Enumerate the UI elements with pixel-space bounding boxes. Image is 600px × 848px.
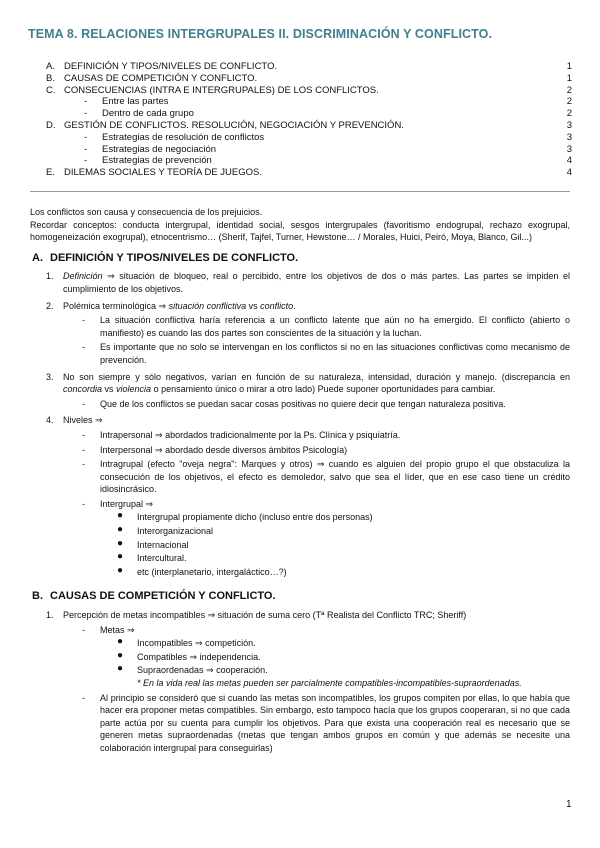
table-of-contents bbox=[46, 61, 572, 179]
toc-entry[interactable]: A. DEFINICIÓN Y TIPOS/NIVELES DE CONFLICTO. 1 bbox=[46, 61, 572, 72]
toc-subentry[interactable]: - Estrategias de negociación 3 bbox=[84, 143, 572, 155]
numbered-item: 1. Definición ⇒ situación de bloqueo, real o percibido, entre los objetivos de dos o más partes. Las partes se impiden el cumplimiento de los objetivos. bbox=[46, 271, 570, 294]
dash-item: - Intergrupal ⇒ bbox=[82, 498, 154, 509]
page-number: 1 bbox=[566, 799, 572, 810]
numbered-item: 2. Polémica terminológica ⇒ situación conflictiva vs conflicto. bbox=[46, 300, 296, 311]
dash-item: - Intragrupal (efecto "oveja negra": Marques y otros) ⇒ cuando es alguien del propio grupo el que obstaculiza la consecución de los objetivos, el efecto es demoledor, salvo que sea el líder, que en ese caso tiene un crédito idiosincrásico. bbox=[82, 459, 570, 495]
bullet-icon: ● bbox=[117, 636, 124, 648]
bullet-icon: ● bbox=[117, 551, 124, 563]
numbered-item: 4. Niveles ⇒ bbox=[46, 415, 103, 426]
bullet-icon: ● bbox=[117, 510, 124, 522]
bullet-icon: ● bbox=[117, 649, 124, 661]
dash-item: - Al principio se consideró que si cuando las metas son incompatibles, los grupos compiten por ellas, lo que había que hacer era proponer metas compatibles. Sin embargo, esto tampoco hacía que los grupos cooperaran, si no que cada parte actúa por su cuenta para cumplir los objetivos. Para que exista una cooperación real es necesario que se generen metas supraordenadas (metas que tengan ambos grupos en común y que además se necesite una colaboración intergrupal para conseguirlas) bbox=[82, 692, 570, 753]
bullet-icon: ● bbox=[117, 524, 124, 536]
intro-paragraph: Recordar conceptos: conducta intergrupal, identidad social, sesgos intergrupales (favoritismo endogrupal, rechazo exogrupal, homogeneización exogrupal), etnocentrismo… (Sherif, Tajfel, Turner, Hewstone… / Morales, Huici, Peiró, Moya, Blanco, Gil...) bbox=[30, 219, 570, 243]
numbered-item: 3. No son siempre y sólo negativos, varían en función de su naturaleza, intensidad, duración y manejo. (discrepancia en concordia vs violencia o pensamiento único o mirar a otro lado) Puede suponer oportunidades para cambiar. bbox=[46, 371, 570, 395]
toc-subentry[interactable]: - Estrategias de resolución de conflictos 3 bbox=[84, 131, 572, 143]
toc-subentry[interactable]: - Dentro de cada grupo 2 bbox=[84, 108, 572, 120]
bullet-item: ● Intercultural. bbox=[117, 551, 187, 564]
document-title: TEMA 8. RELACIONES INTERGRUPALES II. DISCRIMINACIÓN Y CONFLICTO. bbox=[28, 27, 493, 41]
bullet-item: ● Incompatibles ⇒ competición. bbox=[117, 636, 256, 649]
document-body bbox=[30, 206, 570, 755]
toc-divider bbox=[30, 191, 570, 192]
bullet-item: ● etc (interplanetario, intergaláctico…?) bbox=[117, 564, 287, 577]
toc-subentry[interactable]: - Estrategias de prevención 4 bbox=[84, 155, 572, 167]
intro-paragraph: Los conflictos son causa y consecuencia de los prejuicios. bbox=[30, 207, 263, 217]
bullet-icon: ● bbox=[117, 537, 124, 549]
toc-entry[interactable]: C. CONSECUENCIAS (INTRA E INTERGRUPALES) DE LOS CONFLICTOS. 2 bbox=[46, 84, 572, 96]
dash-item: - Interpersonal ⇒ abordado desde diversos ámbitos Psicología) bbox=[82, 444, 348, 455]
note-text: * En la vida real las metas pueden ser parcialmente compatibles-incompatibles-supraordenadas. bbox=[137, 678, 522, 688]
bullet-icon: ● bbox=[117, 564, 124, 576]
bullet-item: ● Intergrupal propiamente dicho (incluso entre dos personas) bbox=[117, 510, 373, 523]
bullet-item: ● Interorganizacional bbox=[117, 524, 214, 537]
toc-entry[interactable]: B. CAUSAS DE COMPETICIÓN Y CONFLICTO. 1 bbox=[46, 72, 572, 84]
numbered-item: 1. Percepción de metas incompatibles ⇒ situación de suma cero (Tª Realista del Conflicto TRC; Sheriff) bbox=[46, 610, 467, 621]
bullet-item: ● Supraordenadas ⇒ cooperación. bbox=[117, 663, 268, 676]
dash-item: - Intrapersonal ⇒ abordados tradicionalmente por la Ps. Clínica y psiquiatría. bbox=[82, 429, 401, 440]
dash-item: - La situación conflictiva haría referencia a un conflicto latente que aún no ha emergido. El conflicto (abierto o manifiesto) es cuando las dos partes son conscientes de la situación y la luchan. bbox=[82, 315, 570, 338]
toc-entry[interactable]: D. GESTIÓN DE CONFLICTOS. RESOLUCIÓN, NEGOCIACIÓN Y PREVENCIÓN. 3 bbox=[46, 119, 572, 131]
dash-item: - Que de los conflictos se puedan sacar cosas positivas no quiere decir que tengan naturaleza positiva. bbox=[82, 398, 506, 409]
dash-item: - Es importante que no solo se intervengan en los conflictos si no en las situaciones conflictivas como mecanismo de prevención. bbox=[82, 342, 570, 365]
toc-entry[interactable]: E. DILEMAS SOCIALES Y TEORÍA DE JUEGOS. 4 bbox=[46, 167, 572, 179]
bullet-icon: ● bbox=[117, 663, 124, 675]
section-heading-a: A. DEFINICIÓN Y TIPOS/NIVELES DE CONFLICTO. bbox=[32, 251, 299, 264]
dash-item: - Metas ⇒ bbox=[82, 624, 135, 635]
section-heading-b: B. CAUSAS DE COMPETICIÓN Y CONFLICTO. bbox=[32, 590, 276, 603]
toc-subentry[interactable]: - Entre las partes 2 bbox=[84, 96, 572, 108]
bullet-item: ● Internacional bbox=[117, 537, 189, 550]
bullet-item: ● Compatibles ⇒ independencia. bbox=[117, 649, 261, 662]
